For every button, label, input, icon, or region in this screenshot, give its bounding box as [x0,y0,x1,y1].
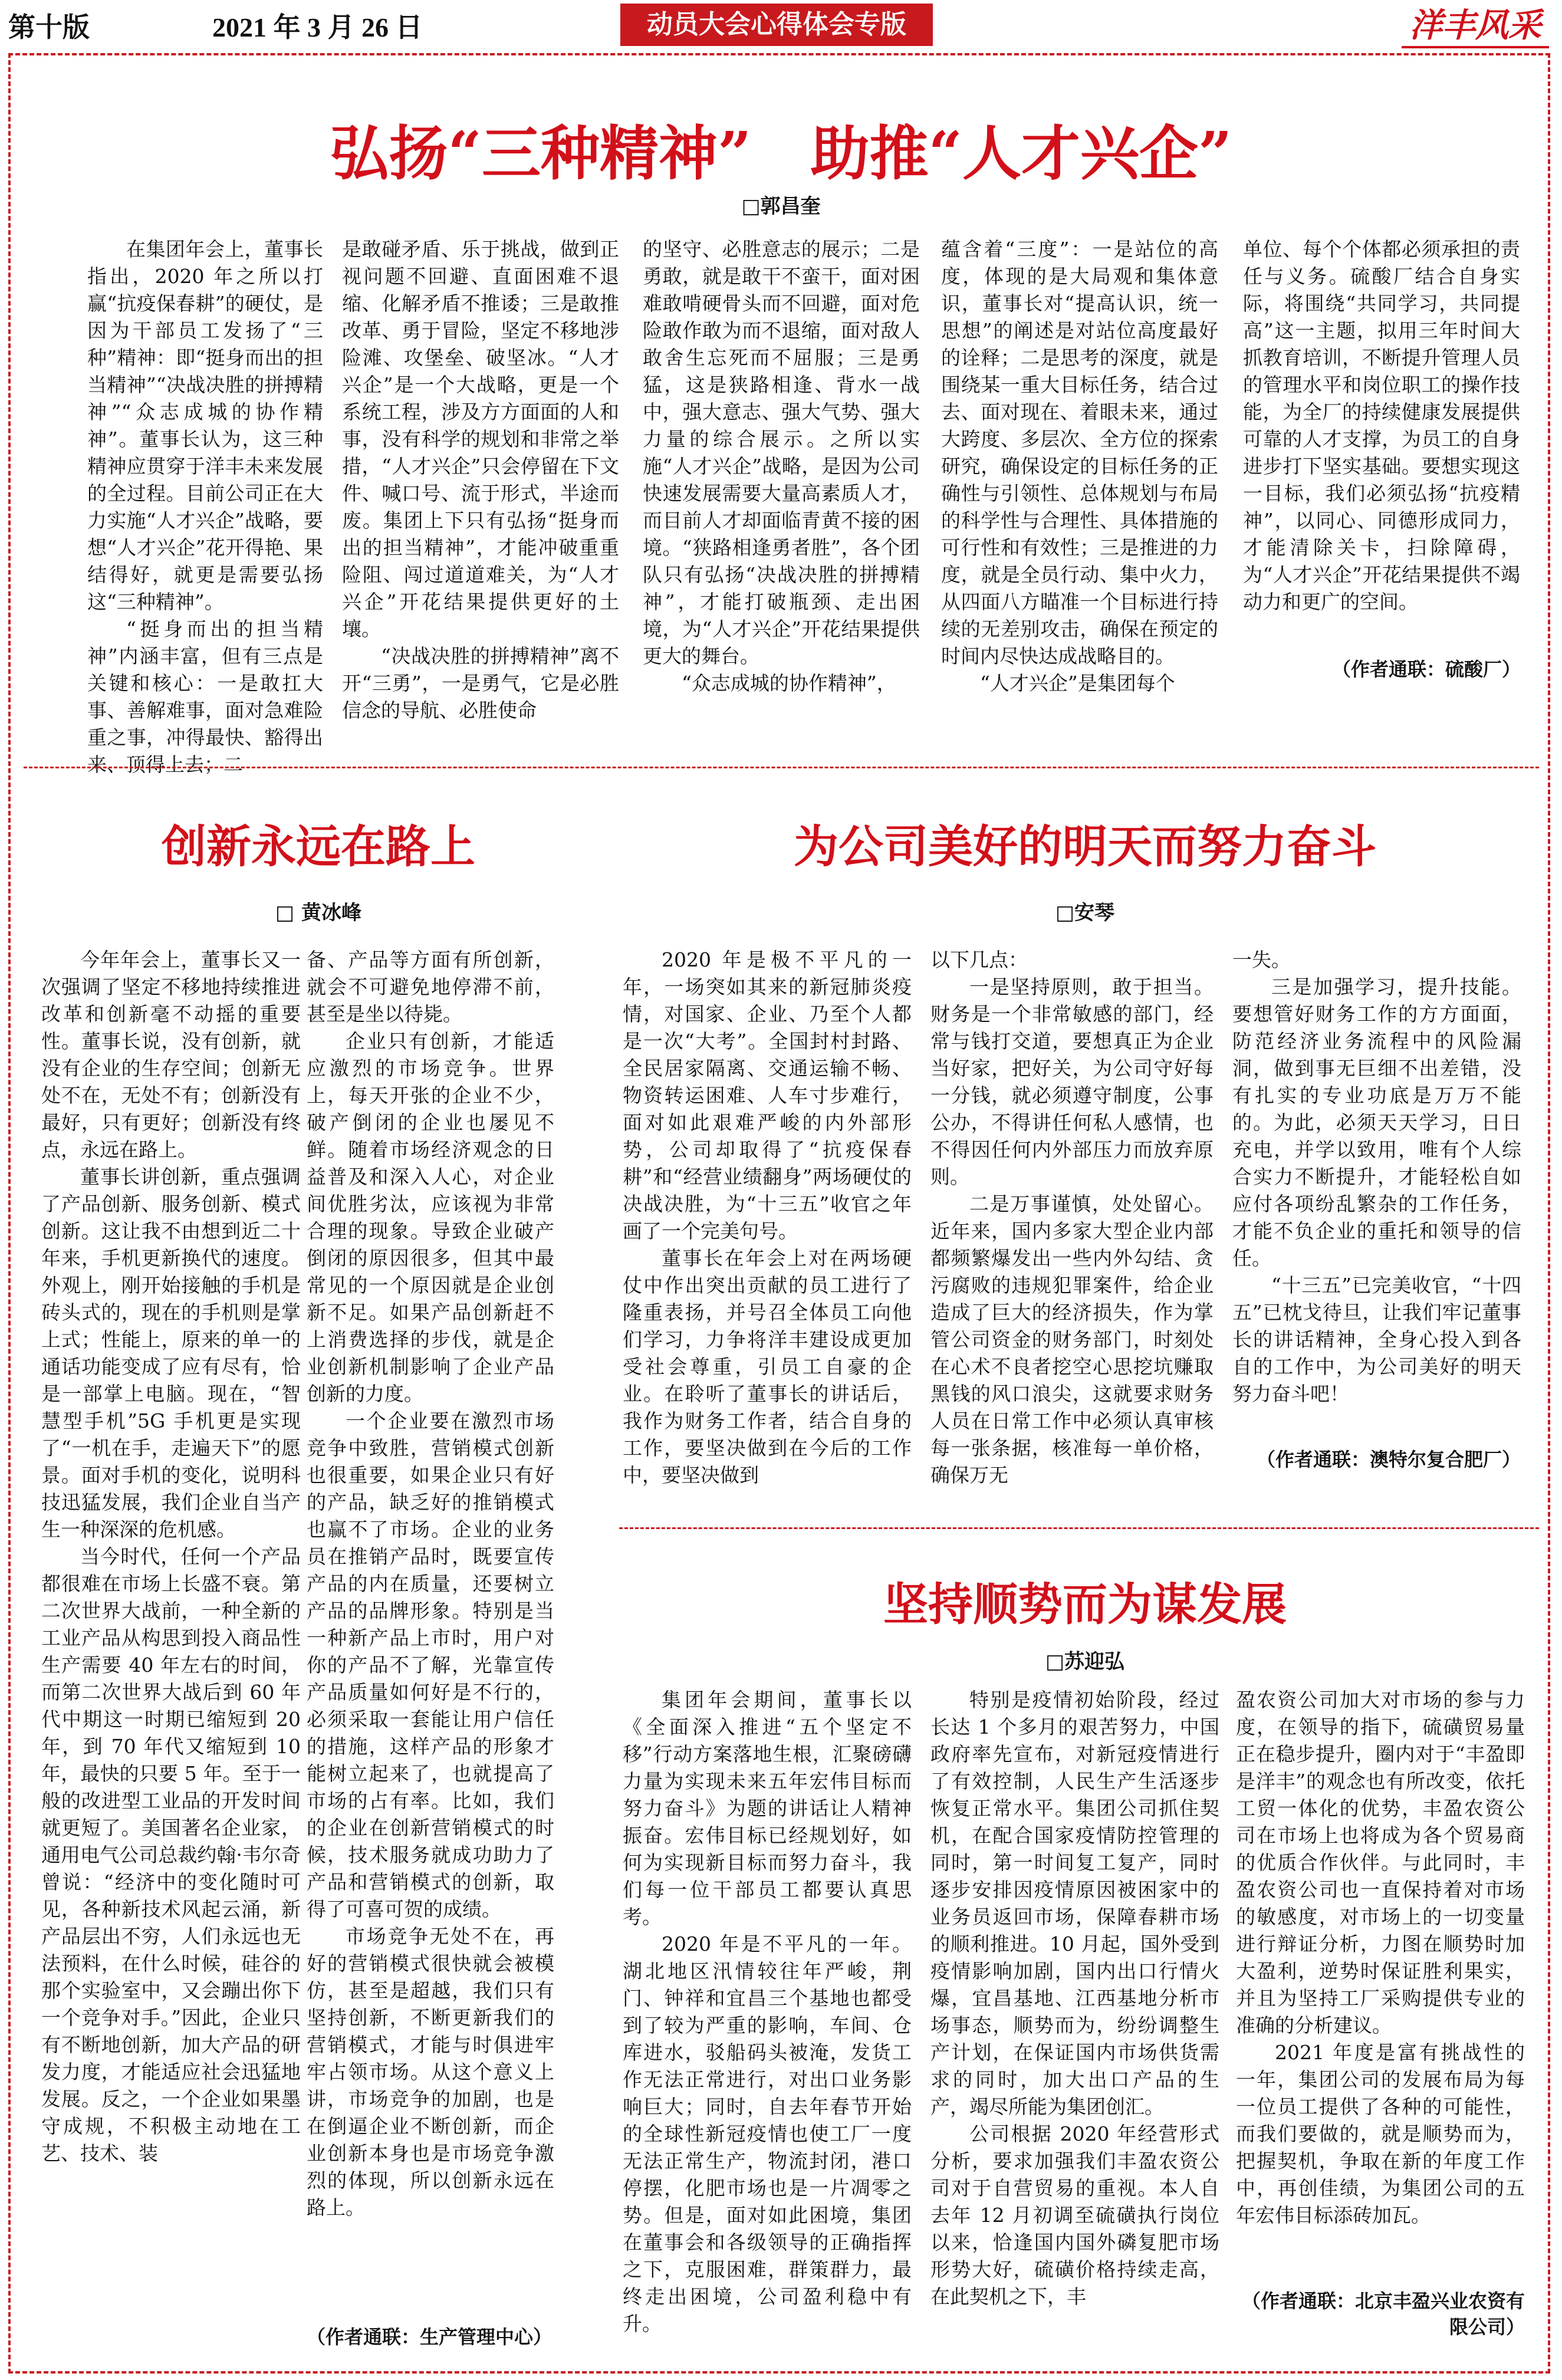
issue-date: 2021 年 3 月 26 日 [212,12,423,42]
article1-paragraph: “人才兴企”是集团每个 [980,672,1175,695]
article2-paragraph: 今年年会上，董事长又一次强调了坚定不移地持续推进改革和创新毫不动摇的重要性。董事长说，没有创新，就没有企业的生存空间；创新无处不在，无处不有；创新没有最好，只有更好；创新没有终点，永远在路上。 [41,948,301,1161]
article3-paragraph: 以下几点： [930,948,1028,971]
article4-column [1236,1687,1525,2241]
article1-paragraph: “众志成城的协作精神”， [682,672,896,695]
article3-column [623,946,912,1513]
article1-paragraph: “挺身而出的担当精神”内涵丰富，但有三点是关键和核心：一是敢扛大事、善解难事，面对急难险重之事，冲得最快、豁得出来、顶得上去；二 [87,617,323,776]
article2-paragraph: 备、产品等方面有所创新，就会不可避免地停滞不前，甚至是坐以待毙。 [307,948,554,1025]
article1-paragraph: 是敢碰矛盾、乐于挑战，做到正视问题不回避、直面困难不退缩、化解矛盾不推诿；三是敢推改革、勇于冒险，坚定不移地涉险滩、攻堡垒、破坚冰。“人才兴企”是一个大战略，更是一个系统工程，涉及方方面面的人和事，没有科学的规划和非常之举措，“人才兴企”只会停留在下文件、喊口号、流于形式，半途而废。集团上下只有弘扬“挺身而出的担当精神”，才能冲破重重险阻、闯过道道难关，为“人才兴企”开花结果提供更好的土壤。 [342,238,619,640]
article2-paragraph: 企业只有创新，才能适应激烈的市场竞争。世界上，每天开张的企业不少，破产倒闭的企业也屡见不鲜。随着市场经济观念的日益普及和深入人心，对企业间优胜劣汰，应该视为非常合理的现象。导致企业破产倒闭的原因很多，但其中最常见的一个原因就是企业创新不足。如果产品创新赶不上消费选择的步伐，就是企业创新机制影响了企业产品创新的力度。 [307,1030,554,1405]
section-divider [619,1527,1539,1529]
article3-paragraph: 三是加强学习，提升技能。要想管好财务工作的方方面面，防范经济业务流程中的风险漏洞，做到事无巨细不出差错，没有扎实的专业功底是万万不能的。为此，必须天天学习，日日充电，并学以致用，唯有个人综合实力不断提升，才能轻松自如应付各项纷乱繁杂的工作任务，才能不负企业的重托和领导的信任。 [1232,975,1521,1270]
article1-paragraph: 的坚守、必胜意志的展示；二是勇敢，就是敢干不蛮干，面对困难敢啃硬骨头而不回避，面对危险敢作敢为而不退缩，面对敌人敢舍生忘死而不屈服；三是勇猛，这是狭路相逢、背水一战中，强大意志、强大气势、强大力量的综合展示。之所以实施“人才兴企”战略，是因为公司快速发展需要大量高素质人才，而目前人才却面临青黄不接的困境。“狭路相逢勇者胜”，各个团队只有弘扬“决战决胜的拼搏精神”，才能打破瓶颈、走出困境，为“人才兴企”开花结果提供更大的舞台。 [643,238,920,668]
article4-paragraph: 公司根据 2020 年经营形式分析，要求加强我们丰盈农资公司对于自营贸易的重视。本人自去年 12 月初调至硫磺执行岗位以来，恰逢国内国外磷复肥市场形势大好，硫磺价格持续走高，在此契机之下，丰 [930,2122,1219,2308]
article2-paragraph: 当今时代，任何一个产品都很难在市场上长盛不衰。第二次世界大战前，一种全新的工业产品从构思到投入商品性生产需要 40 年左右的时间，而第二次世界大战后到 60 年代中期这一时期已缩短到 20 年，到 70 年代又缩短到 10 年，最快的只要 5 年。至于一般的改进型工业品的开发时间就更短了。美国著名企业家，通用电气公司总裁约翰·韦尔奇曾说：“经济中的变化随时可见，各种新技术风起云涌，新产品层出不穷，人们永远也无法预料，在什么时候，硅谷的那个实验室中，又会蹦出你下一个竞争对手。”因此，企业只有不断地创新，加大产品的研发力度，才能适应社会迅猛地发展。反之，一个企业如果墨守成规，不积极主动地在工艺、技术、装 [41,1545,301,2165]
article3-paragraph: “十三五”已完美收官，“十四五”已枕戈待旦，让我们牢记董事长的讲话精神，全身心投入到各自的工作中，为公司美好的明天努力奋斗吧！ [1232,1274,1521,1405]
article3-byline: □安琴 [1055,901,1115,925]
article4-paragraph: 盈农资公司加大对市场的参与力度，在领导的指下，硫磺贸易量正在稳步提升，圈内对于“丰盈即是洋丰”的观念也有所改变，依托工贸一体化的优势，丰盈农资公司在市场上也将成为各个贸易商的优质合作伙伴。与此同时，丰盈农资公司也一直保持着对市场的敏感度，对市场上的一切变量进行辩证分析，力图在顺势时加大盈利，逆势时保证胜利果实，并且为坚持工厂采购提供专业的准确的分析建议。 [1236,1688,1525,2037]
article4-paragraph: 特别是疫情初始阶段，经过长达 1 个多月的艰苦努力，中国政府率先宣布，对新冠疫情进行了有效控制，人民生产生活逐步恢复正常水平。集团公司抓住契机，在配合国家疫情防控管理的同时，第一时间复工复产，同时逐步安排因疫情原因被困家中的业务员返回市场，保障春耕市场的顺利推进。10 月起，国外受到疫情影响加剧，国内出口行情火爆，宜昌基地、江西基地分析市场事态，顺势而为，纷纷调整生产计划，在保证国内市场供货需求的同时，加大出口产品的生产，竭尽所能为集团创汇。 [930,1688,1219,2118]
article4-title: 坚持顺势而为谋发展 [883,1578,1287,1631]
article1-column [643,236,920,755]
article3-paragraph: 二是万事谨慎，处处留心。近年来，国内多家大型企业内部都频繁爆发出一些内外勾结、贪污腐败的违规犯罪案件，给企业造成了巨大的经济损失，作为掌管公司资金的财务部门，时刻处在心术不良者挖空心思挖坑赚取黑钱的风口浪尖，这就要求财务人员在日常工作中必须认真审核每一张条据，核准每一单价格，确保万无 [930,1192,1214,1487]
article2-column [307,946,554,2320]
article2-title: 创新永远在路上 [162,820,475,873]
article1-paragraph: 蕴含着“三度”：一是站位的高度，体现的是大局观和集体意识，董事长对“提高认识，统一思想”的阐述是对站位高度最好的诠释；二是思考的深度，就是围绕某一重大目标任务，结合过去、面对现在、着眼未来，通过大跨度、多层次、全方位的探索研究，确保设定的目标任务的正确性与引领性、总体规划与布局的科学性与合理性、具体措施的可行性和有效性；三是推进的力度，就是全员行动、集中火力，从四面八方瞄准一个目标进行持续的无差别攻击，确保在预定的时间内尽快达成战略目的。 [941,238,1218,668]
article1-column [941,236,1218,755]
article1-author: （作者通联：硫酸厂） [1331,658,1521,681]
masthead [0,0,1562,51]
article4-column [930,1687,1219,2347]
article2-author: （作者通联：生产管理中心） [307,2326,553,2348]
article1-paragraph: 单位、每个个体都必须承担的责任与义务。硫酸厂结合自身实际，将围绕“共同学习，共同提高”这一主题，拟用三年时间大抓教育培训，不断提升管理人员的管理水平和岗位职工的操作技能，为全厂的持续健康发展提供可靠的人才支撑，为员工的自身进步打下坚实基础。要想实现这一目标，我们必须弘扬“抗疫精神”，以同心、同德形成同力，才能清除关卡，扫除障碍，为“人才兴企”开花结果提供不竭动力和更广的空间。 [1243,238,1520,613]
article3-paragraph: 2020 年是极不平凡的一年，一场突如其来的新冠肺炎疫情，对国家、企业、乃至个人都是一次“大考”。全国封村封路、全民居家隔离、交通运输不畅、物资转运困难、人车寸步难行，面对如此艰难严峻的内外部形势，公司却取得了“抗疫保春耕”和“经营业绩翻身”两场硬仗的决战决胜，为“十三五”收官之年画了一个完美句号。 [623,948,912,1242]
article3-paragraph: 一失。 [1232,948,1291,971]
article1-byline: □郭昌奎 [741,195,821,218]
section-divider [24,767,1539,768]
article2-byline: □ 黄冰峰 [275,901,361,925]
article1-column [87,236,323,776]
article1-paragraph: 在集团年会上，董事长指出，2020 年之所以打赢“抗疫保春耕”的硬仗，是因为干部员工发扬了“三种”精神：即“挺身而出的担当精神”“决战决胜的拼搏精神”“众志成城的协作精神”。董事长认为，这三种精神应贯穿于洋丰未来发展的全过程。目前公司正在大力实施“人才兴企”战略，要想“人才兴企”花开得艳、果结得好，就更是需要弘扬这“三种精神”。 [87,238,323,613]
article4-paragraph: 集团年会期间，董事长以《全面深入推进“五个坚定不移”行动方案落地生根，汇聚磅礴力量为实现未来五年宏伟目标而努力奋斗》为题的讲话让人精神振奋。宏伟目标已经规划好，如何为实现新目标而努力奋斗，我们每一位干部员工都要认真思考。 [623,1688,912,1928]
article3-column [930,946,1214,1513]
article3-paragraph: 董事长在年会上对在两场硬仗中作出突出贡献的员工进行了隆重表扬，并号召全体员工向他们学习，力争将洋丰建设成更加受社会尊重，引员工自豪的企业。在聆听了董事长的讲话后，我作为财务工作者，结合自身的工作，要坚决做到在今后的工作中，要坚决做到 [623,1247,912,1487]
article2-column [41,946,301,2350]
article3-paragraph: 一是坚持原则，敢于担当。财务是一个非常敏感的部门，经常与钱打交道，要想真正为企业当好家，把好关，为公司守好每一分钱，就必须遵守制度，公事公办，不得讲任何私人感情，也不得因任何内外部压力而放弃原则。 [930,975,1214,1188]
newspaper-logo: 洋丰风采 [1402,5,1549,48]
article3-author: （作者通联：澳特尔复合肥厂） [1256,1448,1521,1471]
special-edition-banner: 动员大会心得体会专版 [620,4,933,46]
article4-paragraph: 2020 年是不平凡的一年。湖北地区汛情较往年严峻，荆门、钟祥和宜昌三个基地也都受到了较为严重的影响，车间、仓库进水，驳船码头被淹，发货工作无法正常进行，对出口业务影响巨大；同时，自去年春节开始的全球性新冠疫情也使工厂一度无法正常生产，物流封闭，港口停摆，化肥市场也是一片凋零之势。但是，面对如此困境，集团在董事会和各级领导的正确指挥之下，克服困难，群策群力，最终走出困境，公司盈利稳中有升。 [623,1932,912,2335]
article3-title: 为公司美好的明天而努力奋斗 [794,820,1376,873]
article4-byline: □苏迎弘 [1045,1650,1125,1674]
article4-column [623,1687,912,2347]
article1-paragraph: “决战决胜的拼搏精神”离不开“三勇”，一是勇气，它是必胜信念的导航、必胜使命 [342,645,619,722]
article4-author: （作者通联：北京丰盈兴业农资有限公司） [1241,2290,1525,2338]
article2-paragraph: 董事长讲创新，重点强调了产品创新、服务创新、模式创新。这让我不由想到近二十年来，手机更新换代的速度。外观上，刚开始接触的手机是砖头式的，现在的手机则是掌上式；性能上，原来的单一的通话功能变成了应有尽有，恰是一部掌上电脑。现在，“智慧型手机”5G 手机更是实现了“一机在手，走遍天下”的愿景。面对手机的变化，说明科技迅猛发展，我们企业自当产生一种深深的危机感。 [41,1165,301,1541]
article1-column [1243,236,1520,660]
article1-title: 弘扬“三种精神” 助推“人才兴企” [330,119,1232,188]
article4-paragraph: 2021 年度是富有挑战性的一年，集团公司的发展布局为每一位员工提供了各种的可能性，而我们要做的，就是顺势而为，把握契机，争取在新的年度工作中，再创佳绩，为集团公司的五年宏伟目标添砖加瓦。 [1236,2041,1525,2227]
article3-column [1232,946,1521,1430]
article2-paragraph: 一个企业要在激烈市场竞争中致胜，营销模式创新也很重要，如果企业只有好的产品，缺乏好的推销模式也赢不了市场。企业的业务员在推销产品时，既要宣传产品的内在质量，还要树立产品的品牌形象。特别是当一种新产品上市时，用户对你的产品不了解，光靠宣传产品质量如何好是不行的，必须采取一套能让用户信任的措施，这样产品的形象才能树立起来了，也就提高了市场的占有率。比如，我们的企业在创新营销模式的时候，技术服务就成功助力了产品和营销模式的创新，取得了可喜可贺的成绩。 [307,1409,554,1921]
article2-paragraph: 市场竞争无处不在，再好的营销模式很快就会被模仿，甚至是超越，我们只有坚持创新，不断更新我们的营销模式，才能与时俱进牢牢占领市场。从这个意义上讲，市场竞争的加剧，也是在倒逼企业不断创新，而企业创新本身也是市场竞争激烈的体现，所以创新永远在路上。 [307,1925,554,2219]
edition-label: 第十版 [8,12,90,42]
article1-column [342,236,619,755]
